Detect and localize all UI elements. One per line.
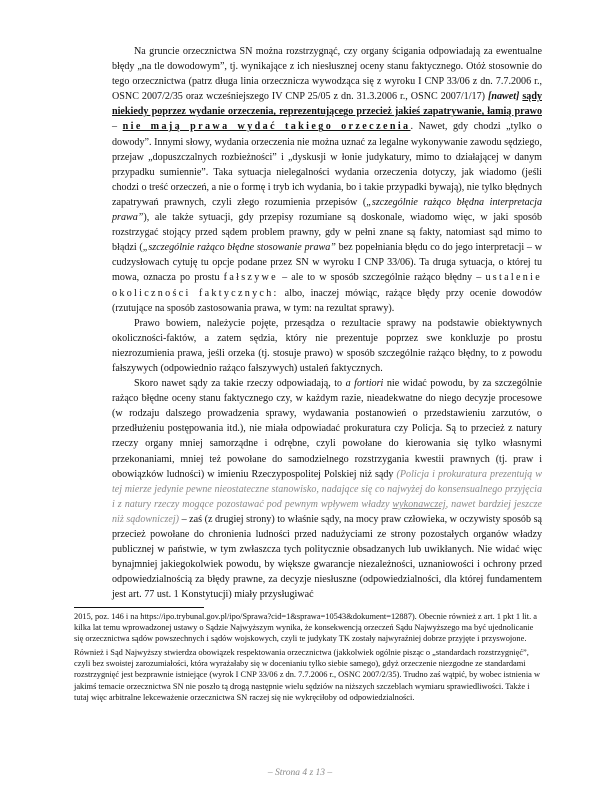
emphasis-spaced: ustalenie okoliczności faktycznych:: [112, 272, 543, 299]
footnote-separator: [74, 607, 204, 608]
text-run: Na gruncie orzecznictwa SN można rozstrzygnąć, czy organy ścigania odpowiadają za ewentualne błędy „na tle dowodowym”, tj. wynikające z ich niesłusznej oceny stanu faktycznego. Otóż stosownie do tego orzecznictwa (patrz długa linia orzecznicza wywodząca się z wyroku I CNP 33/06 z dn. 7.7.2006 r., OSNC 2007/2/35 oraz wcześniejszego IV CNP 25/05 z dn. 31.3.2006 r., OSNC 2007/1/17): [112, 46, 542, 103]
latin-phrase: a fortiori: [345, 378, 384, 390]
text-run: albo, inaczej mówiąc, rażące błędy przy ocenie dowodów (rzutujące na sposób zastosowania prawa, w tym: na rezultat sprawy).: [112, 287, 542, 314]
footnotes: [74, 611, 544, 706]
text-run: . Nawet, gdy chodzi „tylko o dowody”. Innymi słowy, wydania orzeczenia nie można uznać za legalne wykonywanie zawodu sędziego, przejaw „dopuszczalnych rozbieżności” i „dyskusji w łonie judykatury, mimo to działającej w danym przypadku sumiennie”. Taka sytuacja nielegalności wydania orzeczenia dotyczy, jak wiadomo (jeśli chodzi o treść orzeczeń, a nie o formę i tryb ich wydania, bo i takie przypadki bywają), nie tylko błędnych zapatrywań prawnych, czyli złego rozumienia przepisów (: [112, 121, 542, 208]
main-text: [112, 44, 542, 602]
grey-aside: , nawet bardziej jeszcze niż sądowniczej): [112, 498, 542, 525]
paragraph-1: [112, 44, 542, 316]
page-number: – Strona 4 z 13 –: [267, 768, 333, 778]
emphasis-bold-underlined: sądy niekiedy poprzez wydanie orzeczenia, reprezentującego przecież jakieś zapatrywanie, łamią prawo: [112, 91, 542, 118]
footnote: Również i Sąd Najwyższy stwierdza obowiązek respektowania orzecznictwa (jakkolwiek ogólnie pisząc o „standardach rozstrzygnięć”, czyli bez swoistej zarozumiałości, która wyrażałaby się w docenianiu tylko siebie samego), gdyż orzeczenie niezgodne ze standardami rozstrzygnięć jest bezprawnie istniejące (wyrok I CNP 33/06 z dn. 7.7.2006 r., OSNC 2007/2/35). Trudno zaś wątpić, by wobec istnienia w jakimś temacie orzecznictwa SN nie poszło tą drogą następnie wielu sędziów na niższych szczeblach wymiaru sprawiedliwości. Także i tutaj więc arbitralne lekceważenie orzecznictwa SN raczej się nie wykręciłoby od odpowiedzialności.: [74, 648, 541, 702]
text-run: – ale to w sposób szczególnie rażąco błędny –: [277, 272, 486, 284]
emphasis-spaced: fałszywe: [223, 272, 278, 284]
text-run: bez popełniania błędu co do jego interpretacji – w cudzysłowach cytuję tu opcje podane przez SN w wyroku I CNP 33/06). Ta druga sytuacja, o której tu mowa, oznacza po prostu: [112, 242, 542, 284]
text-run: nie widać powodu, by za szczególnie rażąco błędne oceny stanu faktycznego czy, w każdym razie, nieadekwatne do niego decyzje procesowe (w rodzaju dalszego prowadzenia sprawy, wydawania postanowień o przedstawieniu zarzutów, o przedłużeniu postępowania itd.), nie miała odpowiadać prokuratura czy Policja. Są to przecież z natury rzeczy organy mniej samorządne i odrębne, czyli powołane do kierowania się tylko własnymi przekonaniami, mniej też powołane do samodzielnego rozstrzygania kwestii prawnych (tj. praw i obowiązków ludności) w imieniu Rzeczypospolitej Polskiej niż sądy: [112, 378, 542, 480]
grey-aside-underlined: wykonawczej: [392, 498, 446, 510]
text-run: Skoro nawet sądy za takie rzeczy odpowiadają, to: [134, 378, 346, 390]
grey-aside: (Policja i prokuratura prezentują w tej mierze jedynie pewne nieostateczne stanowisko, nadające się co najwyżej do konsensualnego przyjęcia i z natury rzeczy mogące pozostawać pod pewnym wpływem władzy: [112, 468, 542, 510]
quote-italic: „szczególnie rażąco błędne stosowanie prawa”: [142, 242, 336, 254]
footnote-continuation: 2015, poz. 146 i na https://ipo.trybunal.gov.pl/ipo/Sprawa?cid=1&sprawa=10543&dokument=12887). Obecnie również z art. 1 pkt 1 lit. a kilka lat temu wprowadzonej ustawy o Sądzie Najwyższym wynika, że konsekwencją orzeczeń Sądu Najwyższego ma być ujednolicanie się orzecznictwa sądów powszechnych i sądów wojskowych, czyli te judykaty TK zostały najwyraźniej dobrze przyjęte i przyswojone.: [74, 612, 537, 644]
text-run: ), ale także sytuacji, gdy przepisy rozumiane są doskonale, wiadomo więc, w jaki sposób rozstrzygać stojący przed sądem problem prawny, gdy w pełni znane są fakty, natomiast sąd mimo to błądzi (: [112, 212, 542, 254]
emphasis-nawet: [nawet]: [487, 91, 520, 103]
quote-italic: „szczególnie rażąco błędna interpretacja prawa”: [112, 196, 543, 224]
paragraph-2: Prawo bowiem, należycie pojęte, przesądza o rezultacie sprawy na podstawie obiektywnych okoliczności-faktów, a zatem sędzia, który nie prezentuje poprzez swe konkluzje po prostu niezrozumienia prawa, jeśli orzeka (tj. stosuje prawo) w sposób szczególnie rażąco błędny, to z powodu fałszywych (odpowiednio rażąco fałszywych) ustaleń faktycznych.: [112, 317, 542, 374]
emphasis-spaced-bold: nie mają prawa wydać takiego orzeczenia: [122, 121, 411, 133]
text-run: – zaś (z drugiej strony) to właśnie sądy, na mocy praw człowieka, w oczywisty sposób są przecież powołane do chronienia ludności przed nadużyciami ze strony pozostałych organów władzy publicznej w państwie, w tym zwłaszcza tych politycznie obsadzanych lub uwikłanych. Nie widać więc bynajmniej jakiegokolwiek powodu, by większe gwarancje niezależności, uznaniowości i ochrony przed odpowiedzialnością za błędy prawne, za decyzje niesłuszne (odpowiedzialności, dla której fundamentem jest art. 77 ust. 1 Konstytucji) miały przysługiwać: [112, 513, 542, 601]
paragraph-3: [112, 376, 542, 602]
dash: –: [112, 121, 123, 133]
